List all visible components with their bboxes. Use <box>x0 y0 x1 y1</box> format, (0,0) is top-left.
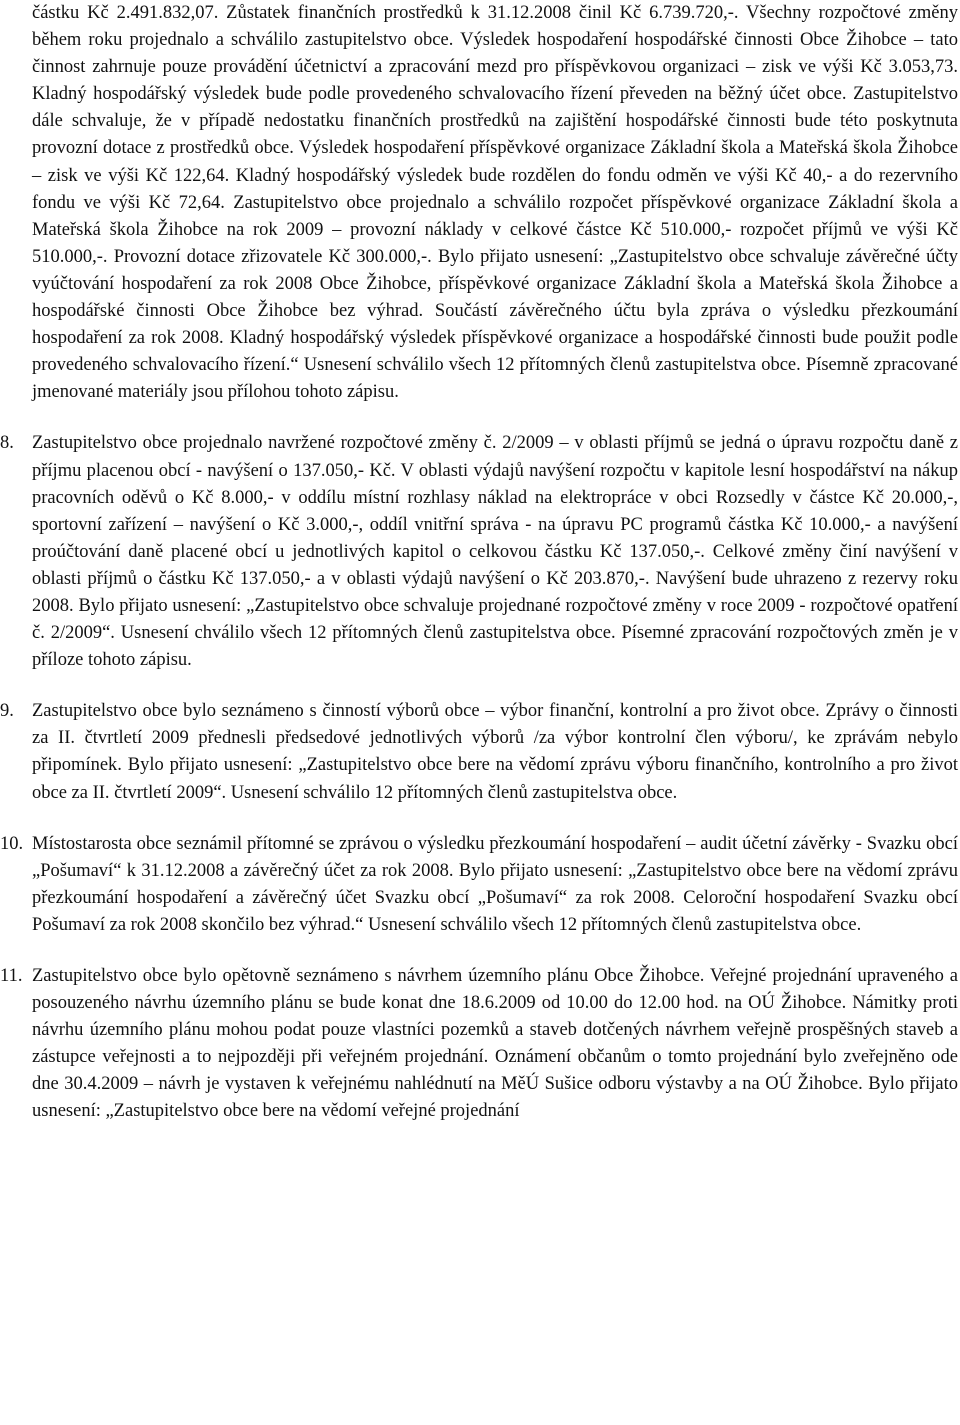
agenda-item-11 <box>0 963 958 1126</box>
item-text: Zastupitelstvo obce bylo seznámeno s činností výborů obce – výbor finanční, kontrolní a pro život obce. Zprávy o činnosti za II. čtvrtletí 2009 přednesli předsedové jednotlivých výborů /za výbor kontrolní člen výboru/, ke zprávám nebylo připomínek. Bylo přijato usnesení: „Zastupitelstvo obce bere na vědomí zprávu výboru finančního, kontrolního a pro život obce za II. čtvrtletí 2009“. Usnesení schválilo 12 přítomných členů zastupitelstva obce. <box>32 701 958 803</box>
item-text: Zastupitelstvo obce projednalo navržené rozpočtové změny č. 2/2009 – v oblasti příjmů se jedná o úpravu rozpočtu daně z příjmu placenou obcí - navýšení o 137.050,- Kč. V oblasti výdajů navýšení rozpočtu v kapitole lesní hospodářství na nákup pracovních oděvů o Kč 8.000,- v oddílu místní rozhlasy náklad na elektropráce v obci Rozsedly v částce Kč 20.000,-, sportovní zařízení – navýšení o Kč 3.000,-, oddíl vnitřní správa - na úpravu PC programů částka Kč 10.000,- a navýšení proúčtování daně placené obcí u jednotlivých kapitol o celkovou částku Kč 137.050,-. Celkové změny činí navýšení v oblasti příjmů o částku Kč 137.050,- a v oblasti výdajů navýšení o Kč 203.870,-. Navýšení bude uhrazeno z rezervy roku 2008. Bylo přijato usnesení: „Zastupitelstvo obce schvaluje projednané rozpočtové změny v roce 2009 - rozpočtové opatření č. 2/2009“. Usnesení chválilo všech 12 přítomných členů zastupitelstva obce. Písemné zpracování rozpočtových změn je v příloze tohoto zápisu. <box>32 433 958 671</box>
agenda-item-8 <box>0 430 958 674</box>
item-number: 11. <box>0 966 23 986</box>
item-number: 10. <box>0 833 24 854</box>
item-number: 9. <box>0 701 14 722</box>
agenda-item-10 <box>0 831 958 939</box>
item-number: 8. <box>0 433 14 454</box>
intro-paragraph: částku Kč 2.491.832,07. Zůstatek finančních prostředků k 31.12.2008 činil Kč 6.739.720,-. Všechny rozpočtové změny během roku projednalo a schválilo zastupitelstvo obce. Výsledek hospodaření hospodářské činnosti Obce Žihobce – tato činnost zahrnuje pouze provádění účetnictví a zpracování mezd pro příspěvkovou organizaci – zisk ve výši Kč 3.053,73. Kladný hospodářský výsledek bude podle provedeného schvalovacího řízení převeden na běžný účet obce. Zastupitelstvo dále schvaluje, že v případě nedostatku finančních prostředků na zajištění hospodářské činnosti bude této poskytnuta provozní dotace z prostředků obce. Výsledek hospodaření příspěvkové organizace Základní škola a Mateřská škola Žihobce – zisk ve výši Kč 122,64. Kladný hospodářský výsledek bude rozdělen do fondu odměn ve výši Kč 40,- a do rezervního fondu ve výši Kč 72,64. Zastupitelstvo obce projednalo a schválilo rozpočet příspěvkové organizace Základní škola a Mateřská škola Žihobce na rok 2009 – provozní náklady v celkové částce Kč 510.000,- rozpočet příjmů ve výši Kč 510.000,-. Provozní dotace zřizovatele Kč 300.000,-. Bylo přijato usnesení: „Zastupitelstvo obce schvaluje závěrečné účty vyúčtování hospodaření za rok 2008 Obce Žihobce, příspěvkové organizace Základní škola a Mateřská škola Žihobce a hospodářské činnosti Obce Žihobce bez výhrad. Součástí závěrečného účtu byla zpráva o výsledku přezkoumání hospodaření za rok 2008. Kladný hospodářský výsledek příspěvkové organizace a hospodářské činnosti bude použit podle provedeného schvalovacího řízení.“ Usnesení schválilo všech 12 přítomných členů zastupitelstva obce. Písemně zpracované jmenované materiály jsou přílohou tohoto zápisu. <box>32 3 958 403</box>
item-text: Místostarosta obce seznámil přítomné se zprávou o výsledku přezkoumání hospodaření – audit účetní závěrky - Svazku obcí „Pošumaví“ k 31.12.2008 a závěrečný účet za rok 2008. Bylo přijato usnesení: „Zastupitelstvo obce bere na vědomí zprávu přezkoumání hospodaření a závěrečný účet Svazku obcí „Pošumaví“ za rok 2008. Celoroční hospodaření Svazku obcí Pošumaví za rok 2008 skončilo bez výhrad.“ Usnesení schválilo všech 12 přítomných členů zastupitelstva obce. <box>32 833 958 935</box>
item-text: Zastupitelstvo obce bylo opětovně seznámeno s návrhem územního plánu Obce Žihobce. Veřejné projednání upraveného a posouzeného návrhu územního plánu se bude konat dne 18.6.2009 od 10.00 do 12.00 hod. na OÚ Žihobce. Námitky proti návrhu územního plánu mohou podat pouze vlastníci pozemků a staveb dotčených návrhem veřejně prospěšných staveb a zástupce veřejnosti a to nejpozději při veřejném projednání. Oznámení občanům o tomto projednání bylo zveřejněno ode dne 30.4.2009 – návrh je vystaven k veřejnému nahlédnutí na MěÚ Sušice odboru výstavby a na OÚ Žihobce. Bylo přijato usnesení: „Zastupitelstvo obce bere na vědomí veřejné projednání <box>32 966 958 1122</box>
agenda-item-9 <box>0 698 958 806</box>
